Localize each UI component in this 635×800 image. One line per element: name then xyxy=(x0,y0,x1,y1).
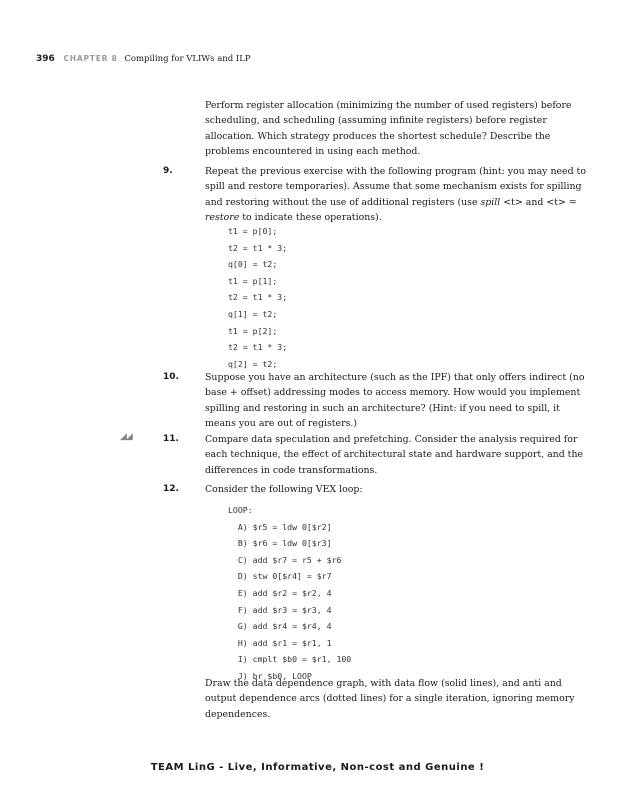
difficulty-marker-icon: ◢◢ xyxy=(120,432,132,442)
code-listing-9 xyxy=(228,223,287,372)
intro-paragraph xyxy=(205,98,590,160)
code-line: t2 = t1 * 3; xyxy=(228,242,288,253)
text-segment: <t> and <t> = xyxy=(500,196,577,208)
code-line: q[2] = t2; xyxy=(228,358,278,369)
code-line: q[1] = t2; xyxy=(228,308,278,319)
code-line: q[0] = t2; xyxy=(228,259,278,270)
code-line: B) $r6 = ldw 0[$r3] xyxy=(228,538,332,549)
code-line: t2 = t1 * 3; xyxy=(228,292,288,303)
exercise-text: Suppose you have an architecture (such as the IPF) that only offers indirect (no base + offset) addressing modes to access memory. How would you implement spilling and restoring in such an architecture? (Hint: if you need to spill, it means you are out of registers.) xyxy=(205,372,585,430)
exercise-12-followup xyxy=(205,676,590,722)
code-line: t2 = t1 * 3; xyxy=(228,342,288,353)
code-line: J) br $b0, LOOP xyxy=(228,670,312,681)
code-line: LOOP: xyxy=(228,505,253,515)
restore-keyword: restore xyxy=(205,212,240,224)
running-header xyxy=(36,54,251,64)
code-line: I) cmplt $b0 = $r1, 100 xyxy=(228,654,352,665)
code-listing-12 xyxy=(228,502,351,685)
followup-text: Draw the data dependence graph, with data flow (solid lines), and anti and output dependence arcs (dotted lines) for a single iteration, ignoring memory dependences. xyxy=(205,678,575,720)
code-line: E) add $r2 = $r2, 4 xyxy=(228,587,332,598)
code-line: H) add $r1 = $r1, 1 xyxy=(228,637,332,648)
exercise-number: 9. xyxy=(163,166,173,176)
exercise-text xyxy=(205,164,590,226)
code-line: C) add $r7 = r5 + $r6 xyxy=(228,554,342,565)
chapter-title: Compiling for VLIWs and ILP xyxy=(124,54,251,64)
footer-banner: TEAM LinG - Live, Informative, Non-cost and Genuine ! xyxy=(150,762,485,773)
intro-text: Perform register allocation (minimizing the number of used registers) before scheduling, and scheduling (assuming infinite registers) before register allocation. Which strategy produces the shortest schedule? Describe the problems encountered in using each method. xyxy=(205,100,572,158)
spill-keyword: spill xyxy=(480,196,501,208)
code-line: D) stw 0[$r4] = $r7 xyxy=(228,571,332,582)
exercise-number: 12. xyxy=(163,484,179,494)
exercise-text: Consider the following VEX loop: xyxy=(205,484,363,495)
page-number: 396 xyxy=(36,54,55,64)
code-line: G) add $r4 = $r4, 4 xyxy=(228,621,332,632)
exercise-number: 10. xyxy=(163,372,179,382)
code-line: t1 = p[1]; xyxy=(228,275,278,286)
exercise-number: 11. xyxy=(163,434,179,444)
code-line: A) $r5 = ldw 0[$r2] xyxy=(228,521,332,532)
code-line: t1 = p[2]; xyxy=(228,325,278,336)
code-line: F) add $r3 = $r3, 4 xyxy=(228,604,332,615)
exercise-text: Compare data speculation and prefetching. Consider the analysis required for each technique, the effect of architectural state and hardware support, and the differences in code transformations. xyxy=(205,434,584,476)
code-line: t1 = p[0]; xyxy=(228,226,278,236)
text-segment: Repeat the previous exercise with the following program (hint: you may need to spill and restore temporaries). Assume that some mechanism exists for spilling and restoring without the use of additional registers (use xyxy=(205,166,586,208)
text-segment: to indicate these operations). xyxy=(239,212,382,224)
chapter-label: CHAPTER 8 xyxy=(63,54,118,63)
